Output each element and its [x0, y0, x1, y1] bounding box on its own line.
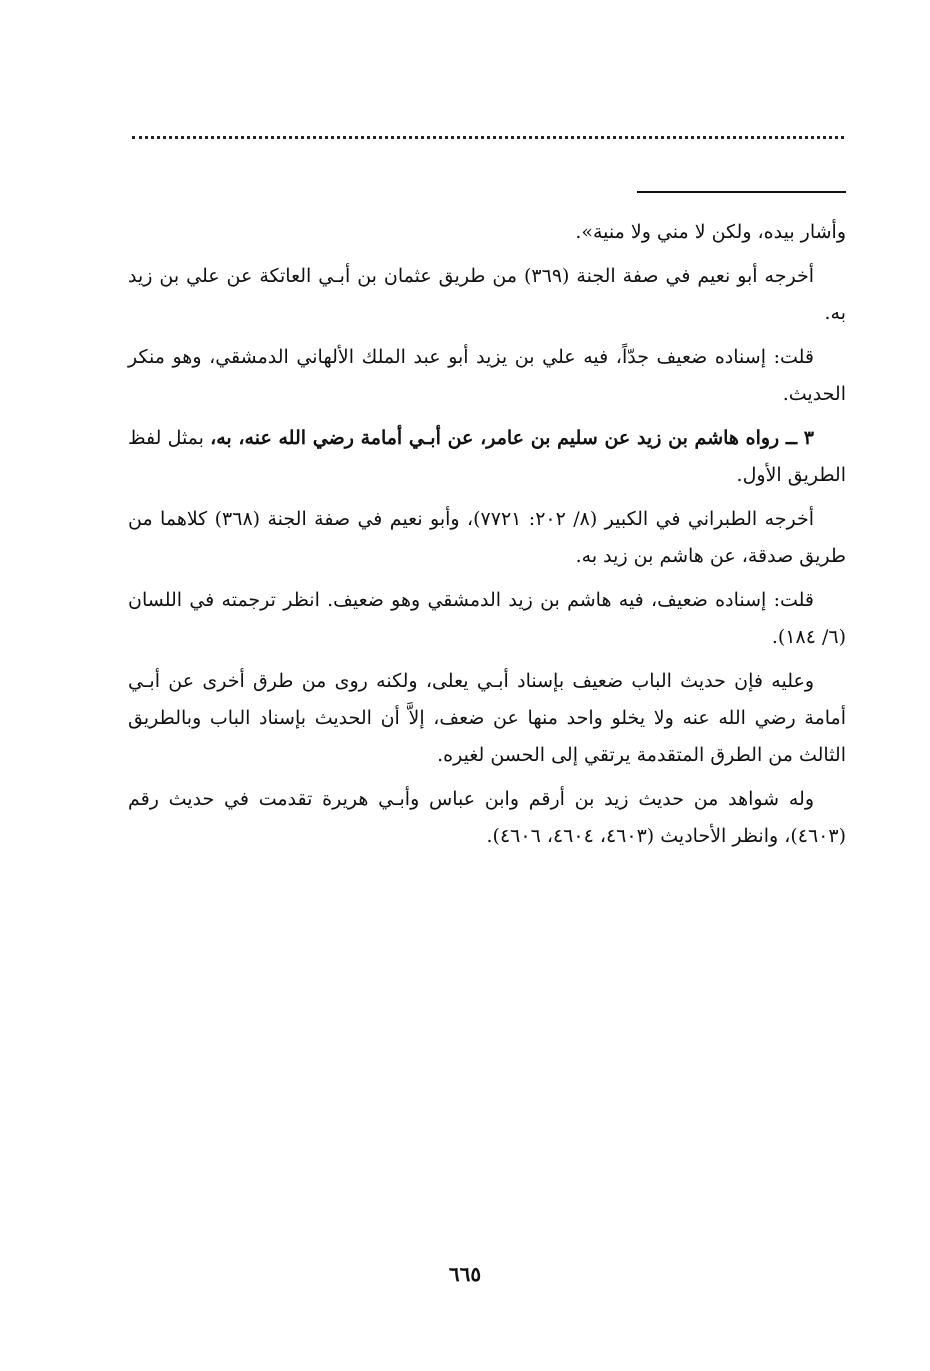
- footnote-separator: [637, 191, 846, 193]
- page-number: ٦٦٥: [448, 1262, 482, 1286]
- narration-chain-bold: ٣ ــ رواه هاشم بن زيد عن سليم بن عامر، عن أبـي أمامة رضي الله عنه، به،: [210, 427, 814, 449]
- footnote-paragraph-2: أخرجه أبو نعيم في صفة الجنة (٣٦٩) من طريق عثمان بن أبـي العاتكة عن علي بن زيد به.: [128, 265, 846, 324]
- footnote-paragraph-4: [128, 420, 846, 494]
- footnote-paragraph-5: أخرجه الطبراني في الكبير (٨/ ٢٠٢: ٧٧٢١)، وأبو نعيم في صفة الجنة (٣٦٨) كلاهما من طريق صدقة، عن هاشم بن زيد به.: [128, 508, 846, 567]
- footnote-paragraph-8: وله شواهد من حديث زيد بن أرقم وابن عباس وأبـي هريرة تقدمت في حديث رقم (٤٦٠٣)، وانظر الأحاديث (٤٦٠٣، ٤٦٠٤، ٤٦٠٦).: [128, 788, 846, 847]
- footnote-paragraph-3: قلت: إسناده ضعيف جدّاً، فيه علي بن يزيد أبو عبد الملك الألهاني الدمشقي، وهو منكر الحديث.: [128, 346, 846, 405]
- narration-chain-rest: بمثل لفظ الطريق الأول.: [128, 427, 846, 486]
- footnote-paragraph-7: وعليه فإن حديث الباب ضعيف بإسناد أبـي يعلى، ولكنه روى من طرق أخرى عن أبـي أمامة رضي الله عنه ولا يخلو واحد منها عن ضعف، إلاَّ أن الحديث بإسناد الباب وبالطريق الثالث من الطرق المتقدمة يرتقي إلى الحسن لغيره.: [128, 670, 846, 766]
- footnote-text-block: [128, 214, 846, 862]
- footnote-paragraph-6: قلت: إسناده ضعيف، فيه هاشم بن زيد الدمشقي وهو ضعيف. انظر ترجمته في اللسان (٦/ ١٨٤).: [128, 589, 846, 648]
- footnote-paragraph-1: وأشار بيده، ولكن لا مني ولا منية».: [575, 221, 846, 243]
- dotted-separator: [132, 136, 844, 139]
